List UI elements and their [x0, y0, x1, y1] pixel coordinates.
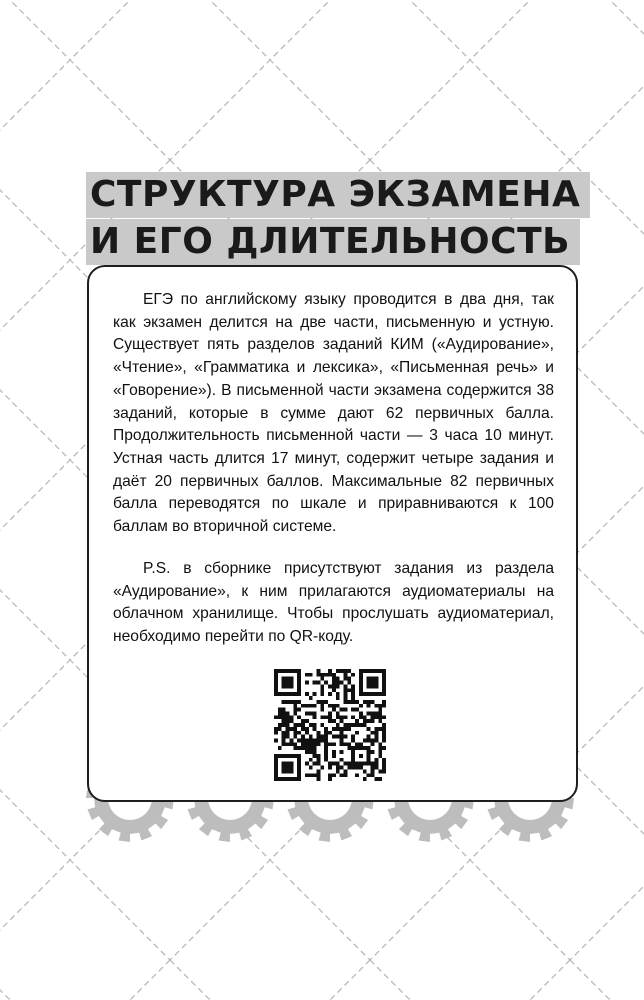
content-box — [87, 265, 578, 802]
qr-code-icon[interactable] — [274, 669, 386, 781]
exam-structure-paragraph: ЕГЭ по английскому языку проводится в два дня, так как экзамен делится на две части, письменную и устную. Существует пять разделов заданий КИМ («Аудирование», «Чтение», «Грамматика и лексика», «Письменная речь» и «Говорение»). В письменной части экзамена содержится 38 заданий, которые в сумме дают 62 первичных балла. Продолжительность письменной части — 3 часа 10 минут. Устная часть длится 17 минут, содержит четыре задания и даёт 20 первичных баллов. Максимальные 82 первичных балла переводятся по шкале и приравниваются к 100 баллам во вторичной системе. — [113, 291, 554, 536]
page-title-line-1: СТРУКТУРА ЭКЗАМЕНА — [86, 172, 590, 218]
page-title-line-2: И ЕГО ДЛИТЕЛЬНОСТЬ — [86, 219, 580, 265]
ps-note-paragraph: P.S. в сборнике присутствуют задания из раздела «Аудирование», к ним прилагаются аудиоматериалы на облачном хранилище. Чтобы прослушать аудиоматериал, необходимо перейти по QR-коду. — [113, 560, 554, 646]
